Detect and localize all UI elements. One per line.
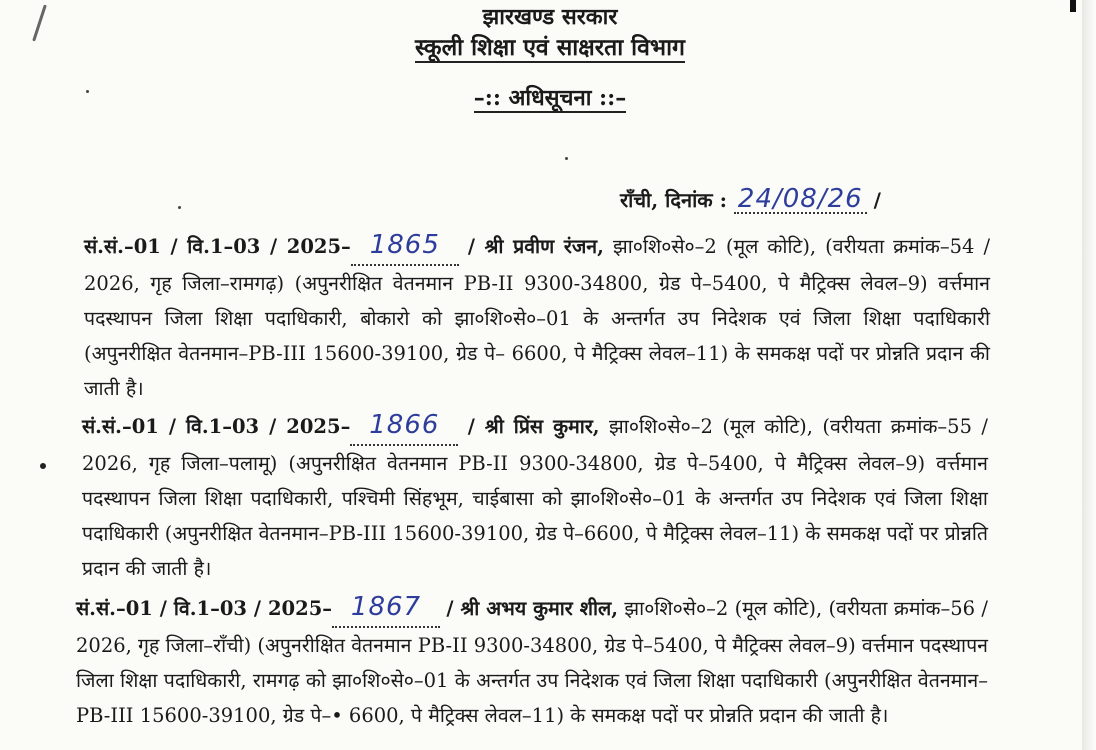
- handwritten-order-number: 1866: [369, 410, 440, 440]
- paper-speck: [565, 157, 568, 160]
- page-edge-shadow: [1082, 0, 1096, 750]
- corner-mark: [1070, 0, 1076, 12]
- handwritten-order-number: 1867: [350, 592, 422, 622]
- order-paragraph: [82, 408, 988, 586]
- notice-heading: –:: अधिसूचना ::–: [473, 85, 627, 111]
- reference-number: सं.सं.–01 / वि.1–03 / 2025–: [76, 597, 333, 620]
- order-body: झा०शि०से०–2 (मूल कोटि), (वरीयता क्रमांक–56 / 2026, गृह जिला–राँची) (अपुनरीक्षित वेतनमान PB-II 9300-34800, ग्रेड पे–5400, पे मैट्रिक्स लेवल–9) वर्त्तमान पदस्थापन जिला शिक्षा पदाधिकारी, रामगढ़ को झा०शि०से०–01 के अन्तर्गत उप निदेशक एवं जिला शिक्षा पदाधिकारी (अपुनरीक्षित वेतनमान–PB-III 15600-39100, ग्रेड पे–• 6600, पे मैट्रिक्स लेवल–11) के समकक्ष पदों पर प्रोन्नति प्रदान की जाती है।: [76, 597, 988, 727]
- order-body: झा०शि०से०–2 (मूल कोटि), (वरीयता क्रमांक–55 / 2026, गृह जिला–पलामू) (अपुनरीक्षित वेतनमान PB-II 9300-34800, ग्रेड पे–5400, पे मैट्रिक्स लेवल–9) वर्त्तमान पदस्थापन जिला शिक्षा पदाधिकारी, पश्चिमी सिंहभूम, चाईबासा को झा०शि०से०–01 के अन्तर्गत उप निदेशक एवं जिला शिक्षा पदाधिकारी (अपुनरीक्षित वेतनमान–PB-III 15600-39100, ग्रेड पे–6600, पे मैट्रिक्स लेवल–11) के समकक्ष पदों पर प्रोन्नति प्रदान की जाती है।: [82, 415, 989, 580]
- officer-name: / श्री प्रिंस कुमार,: [467, 415, 600, 438]
- reference-number: सं.सं.–01 / वि.1–03 / 2025–: [84, 235, 351, 258]
- government-title: झारखण्ड सरकार: [482, 4, 618, 30]
- paper-speck: [178, 206, 181, 209]
- dateline-date: [734, 184, 867, 214]
- order-number-field: [351, 228, 459, 266]
- paper-speck: [86, 90, 89, 93]
- handwritten-date: 24/08/26: [737, 184, 863, 214]
- order-body: झा०शि०से०–2 (मूल कोटि), (वरीयता क्रमांक–54 / 2026, गृह जिला–रामगढ़) (अपुनरीक्षित वेतनमान PB-II 9300-34800, ग्रेड पे–5400, पे मैट्रिक्स लेवल–9) वर्त्तमान पदस्थापन जिला शिक्षा पदाधिकारी, बोकारो को झा०शि०से०–01 के अन्तर्गत उप निदेशक एवं जिला शिक्षा पदाधिकारी (अपुनरीक्षित वेतनमान–PB-III 15600-39100, ग्रेड पे– 6600, पे मैट्रिक्स लेवल–11) के समकक्ष पदों पर प्रोन्नति प्रदान की जाती है।: [84, 235, 991, 400]
- dateline-place: राँची, दिनांक :: [620, 188, 727, 212]
- handwritten-order-number: 1865: [369, 230, 440, 260]
- dateline-trailing: /: [873, 188, 881, 212]
- order-paragraph: [84, 228, 990, 406]
- reference-number: सं.सं.–01 / वि.1–03 / 2025–: [82, 415, 351, 438]
- officer-name: / श्री अभय कुमार शील,: [446, 597, 619, 620]
- order-number-field: [350, 408, 458, 446]
- officer-name: / श्री प्रवीण रंजन,: [467, 235, 604, 258]
- order-number-field: [332, 590, 440, 628]
- pen-stroke-mark: [32, 4, 47, 41]
- margin-dot: [40, 463, 46, 469]
- document-header: [300, 2, 800, 114]
- department-title: स्कूली शिक्षा एवं साक्षरता विभाग: [414, 34, 686, 61]
- dateline: [620, 184, 881, 214]
- order-paragraph: [76, 590, 988, 733]
